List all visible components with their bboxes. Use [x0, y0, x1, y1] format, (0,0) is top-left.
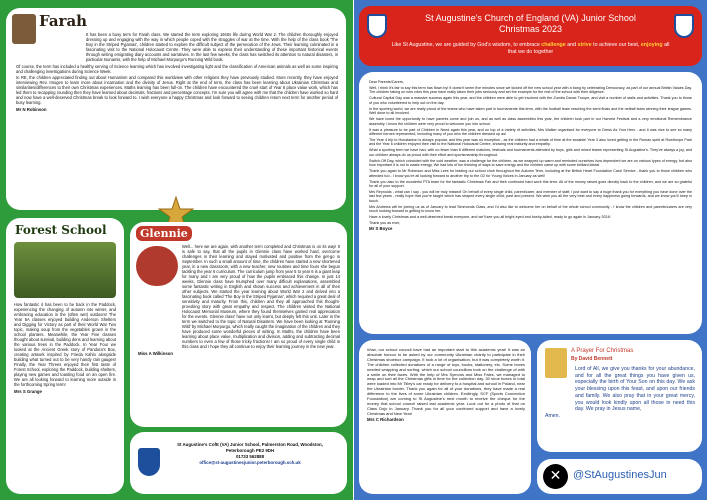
- glennie-title: Glennie: [136, 226, 192, 241]
- letter-paragraph: Mrs Reynolds - what can I say - you will be truly missed! On behalf of every single child, parent/carer, and member of staff, I just want to say a huge thank you for everything you have done over the last few years - really hope that you're taught which has shaped every single child, past and present. We wish you all the very best and every happiness going forwards, and we know you'll keep in touch.: [369, 190, 692, 203]
- glennie-card: [130, 222, 347, 427]
- letter-paragraph: The Year 4 trip to Hunstanton is always popular, and this year was no exception - as the children had a whale of time at the seaside! Year 3 also loved getting in the Roman spirit at Rowthorpe Park and the Year 6 children enjoyed their visit to the National Holocaust Centre, showing real maturity and empathy.: [369, 137, 692, 147]
- farah-paragraph: Of course, the term has included a healthy serving of Science learning which has involved investigating light and the classification of American animals as well as some inspiring and challenging investigations during Science Week.: [16, 63, 338, 74]
- letter-signature: Mr S Boyce: [369, 226, 393, 232]
- glennie-body: [138, 244, 340, 356]
- forest-photo: [14, 242, 116, 298]
- council-paragraph: Wow, our school council have had an important start to this academic year! It was an absolute honour to be asked by our community Ukrainian charity to participate in their Christmas shoebox campaign. It took a lot of organisation, but it was completely worth it. The children collected donations of a range of toys, books, stationery, etc. Some boxes needed wrapping and sorting, which our school councillors took on the challenge of with a smile on their faces. With the help of Mrs Symons and Miss Fales, we managed to wrap and sort all the Christmas gifts in time for the collection day. 30 shoe boxes in total were loaded into Mr Tilley's car ready for delivery to a hospital and school in Poland, near the Ukrainian border. Thank you again for all of your donations, they have made a real difference to the lives of some Ukrainian children. Excitingly, SCF (Sports Connection Foundation) are coming to St Augustine's next month to receive the cheque for the money that school council raised last academic year. Look out for a photo of that on Class Dojo in January. Thank you for all your continued support and have a lovely Christmas and New Year!: [367, 347, 525, 416]
- letter-paragraph: It was a pleasure to be part of Children in Need again this year, and on top of a variety of activities, Mrs Walker organised for everyone to Dress As Your Hero - and it was nice to see so many different heroes represented, including many of you who the children dressed up as!: [369, 127, 692, 137]
- motto-text: Like St Augustine, we are guided by God's wisdom, to embrace: [391, 42, 542, 48]
- letter-paragraph: Have a lovely Christmas and a well-deserved break everyone, and we'll see you all bright-eyed and bushy-tailed, ready to go again in January 2024!: [369, 215, 611, 220]
- motto-challenge: challenge: [541, 42, 566, 48]
- prayer-text: [545, 366, 695, 420]
- motto-enjoying: enjoying: [640, 42, 663, 48]
- farah-paragraph: In RE, the children appreciated finding out about Humanism and compared this worldview with other religions they have previously studied. More recently, they have enjoyed interviewing Rev. Imogen to learn more about incarnation and the divinity of Jesus. Right at the end of term, the class has been learning about Ukrainian Christmas and similarities/differences to their own Christmas experiences. Maths learning has been full-on. The children have encountered the cruel start of Year 6 place value work, which has led them to recapping rounding then they have learned about decimals, fractions and percentage concepts. I'm sure you will agree with me that the children have worked so hard and now have a well-deserved Christmas break to look forward to. I wish everyone a happy Christmas and look forward to seeing children return next term for another period of busy learning.: [16, 75, 338, 105]
- farah-signature: Mr N Robinson: [16, 106, 47, 112]
- header-title: [389, 13, 672, 35]
- farah-card: [6, 8, 346, 210]
- letter-paragraph: We have loved the opportunity to have parents come and join us, and as well as class assemblies this year, the children took part in our Harvest Festival and a very emotional Remembrance assembly. I know the children were very proud to welcome you into school.: [369, 117, 692, 126]
- forest-school-card: [6, 218, 124, 494]
- farah-paragraph: It has been a busy term for Farah class. We started the term exploring 1940s life during World War 2. The children thoroughly enjoyed dressing up and engaging with the way in which people coped with the struggles of war at the time. With the help of the class book 'The Boy in the Striped Pyjamas', children started to explore the difficult subject of the persecution of the Jews. Their learning culminated in a fascinating visit to the National Holocaust Centre. They were able to express their understanding of these important historical events through writing emigrating diary accounts and narratives. In the last few weeks, the class has switched its attention to natural disasters, in particular tsunamis, with the help of Michael Morpurgo's Running Wild book.: [86, 32, 338, 62]
- social-card[interactable]: [537, 459, 702, 494]
- prayer-author: By David Bennett: [571, 356, 613, 362]
- footer-phone: 01733 562888: [235, 454, 265, 459]
- forest-body: [14, 302, 116, 394]
- council-body: [367, 348, 525, 423]
- prayer-amen: Amen.: [545, 412, 560, 419]
- farah-body: [16, 32, 338, 112]
- prayer-paragraph: Lord of All, we give you thanks for your abundance, and for all the great things you have given us, especially the birth of Your Son on this day. We ask your blessing upon this feast, and upon our friends and family. We also pray that in your great mercy, you would look kindly upon all those in need this day. We pray in Jesus name,: [575, 366, 695, 413]
- letter-paragraph: What a sporting term we have had, with no fewer than 8 different matches, festivals and tournaments attended by boys, girls and mixed teams representing St Augustine's. They've always a joy, and our children always do us proud with their effort and sportsmanship throughout.: [369, 148, 692, 157]
- council-signature: Mrs C Richardson: [367, 417, 404, 423]
- school-council-card: [359, 340, 531, 494]
- motto-text: and: [565, 42, 578, 48]
- letter-paragraph: Mrs Andrews will be joining us as of January to lead Simmonds Class, and I'd also like to welcome her on behalf of the whole school community - I know the children and parents/carers are very much looking forward to getting to know her.: [369, 204, 692, 214]
- letter-paragraph: Switch-Off Day, which coincided with the cold weather, was a challenge for the children, as we wrapped up warm and reminded ourselves how dependent we are on various types of energy, but also how important it is not to waste energy. We had lots of fun thinking of ways to save energy and the children came up with some brilliant ideas!: [369, 158, 692, 168]
- glennie-signature: Miss A Wilkinson: [138, 350, 173, 356]
- motto-text: all that we do together: [507, 42, 670, 55]
- letter-body: [369, 80, 692, 232]
- forest-paragraph: How fantastic it has been to be back in the Paddock, experiencing the changing of autumn into winter, and embracing education in the (often wet) outdoors! The Year 5A classes enjoyed building Anderson Shelters and Digging for Victory as part of their World War Two topic, making soup from the vegetables grown in the school planters. Meanwhile, the Year Five classes thought about survival, building dens and learning about the various trees in the Paddock. In Year Four we looked at the Ancient Greek story of Pandora's Box, creating artwork inspired by Frieda Kahlo alongside building what turned out to be very handy rain gauges! Finally, the Year Threes enjoyed their first taste of Forest School, exploring the Paddock, building shelters, playing new games and toasting food on an open fire. We are all looking forward to learning more outside in the forthcoming Spring term!: [14, 302, 116, 387]
- prayer-title: A Prayer For Christmas: [571, 348, 634, 354]
- letter-paragraph: Well, I think it's fair to say this term has flown by! It doesn't seem five minutes since we kicked off the new school year with a bang by celebrating Democracy, as part of our annual British Values Day. The children taking on new roles this year have really taken their jobs seriously and set the example for the rest of the school with their diligence.: [369, 85, 692, 95]
- motto: [389, 42, 672, 56]
- school-address-card: [130, 432, 347, 494]
- footer-text: [162, 442, 338, 466]
- letter-paragraph: Thank you also to the wonderful PTA team for the fantastic Christmas Fair and their continued hard work this term. All of the money raised goes directly back to the children, and we are so grateful for all of your support.: [369, 179, 692, 189]
- school-crest: [138, 448, 160, 476]
- footer-city: Peterborough PE2 9DH: [225, 448, 275, 453]
- header-card: [359, 6, 702, 66]
- header-logo-right: [674, 14, 694, 38]
- x-icon: ✕: [543, 464, 568, 489]
- header-logo-left: [367, 14, 387, 38]
- letter-closing: Thank you as ever,: [369, 221, 401, 226]
- letter-paragraph: Thank you again to Mr Robinson and Miss Lees for leading our school choir throughout the Autumn Term, including at the British Heart Foundation Carol Service - thank you to those children who attended too - I know you're all looking forward to another trip to the O2 for Young Voices in January as well!: [369, 169, 692, 178]
- motto-strive: strive: [577, 42, 592, 48]
- letter-paragraph: In the sporting world, we are really proud of the teams who have taken part in tournaments this term, with the football team reaching the semi finals and the netball team winning their league games. Well done to all involved.: [369, 106, 692, 116]
- forest-school-title: Forest School: [15, 223, 107, 237]
- letter-paragraph: Cultural Capital Day was a massive success again this year, and the children were able to get involved with the Zumba Dance Troupe, and visit a number of stalls and activities. Thank you to those of you who volunteered to help out on the day.: [369, 96, 692, 105]
- letter-salutation: Dear Parents/Carers,: [369, 80, 404, 84]
- header-school-name: St Augustine's Church of England (VA) Junior School: [425, 13, 636, 23]
- prayer-card: [537, 340, 702, 452]
- social-handle[interactable]: @StAugustinesJun: [573, 469, 667, 481]
- left-page: [0, 0, 353, 500]
- header-edition: Christmas 2023: [498, 24, 563, 34]
- farah-title: Farah: [39, 12, 88, 30]
- motto-text: to achieve our best,: [591, 42, 641, 48]
- footer-email[interactable]: office@st-augustinesjunior.peterborough.sch.uk: [199, 460, 301, 465]
- forest-signature: Mrs S Grange: [14, 388, 42, 394]
- footer-address: St Augustine's CofE (VA) Junior School, Palmerston Road, Woodston,: [177, 442, 323, 447]
- right-page: [354, 0, 707, 500]
- headteacher-letter-card: [359, 72, 702, 334]
- glennie-paragraph: Well... here we are again, with another term completed and Christmas is on its way! It is safe to say, that all the pupils in Glennie class have worked hard, overcome challenges in their learning and stayed motivated and positive from the get-go in September. In such a small amount of time, the children have started a new shortened year, in a new classroom, with a new teacher, new routines and time fours she begun tackling the year 6 curriculum. The curriculum jump from year 5 to year 6 is a giant leap for many and I am very proud of how the pupils embraced this change. In just 14 weeks, Glennie class have triumphed over many difficult explanations, assembled some fantastic writing in English and shown success and achievement in all of their other subjects. We started the year learning about World War 2 and delved into a fascinating book called 'The Boy in the Striped Pyjamas', which required a great deal of sensitivity and maturity. From this, children and they all approached this thought-provoking story with great empathy and respect. The children visited the National Holocaust Memorial Museum, where they found themselves gained real appreciation for the events. Glennie class' have not only learnt, but deeply felt this unit. Later in the term we switched to the topic of Natural Disasters. We have been looking at 'Running Wild' by Michael Morpurgo, which really caught the imagination of the children and they have produced some wonderful pieces of writing. In Maths, the children have been learning about place value, multiplication and division, adding and subtracting decimal numbers to even a few of those tricky fractions! I am so proud of every single child in this class and I hope they all continue to enjoy their learning journey in the new year.: [182, 244, 340, 349]
